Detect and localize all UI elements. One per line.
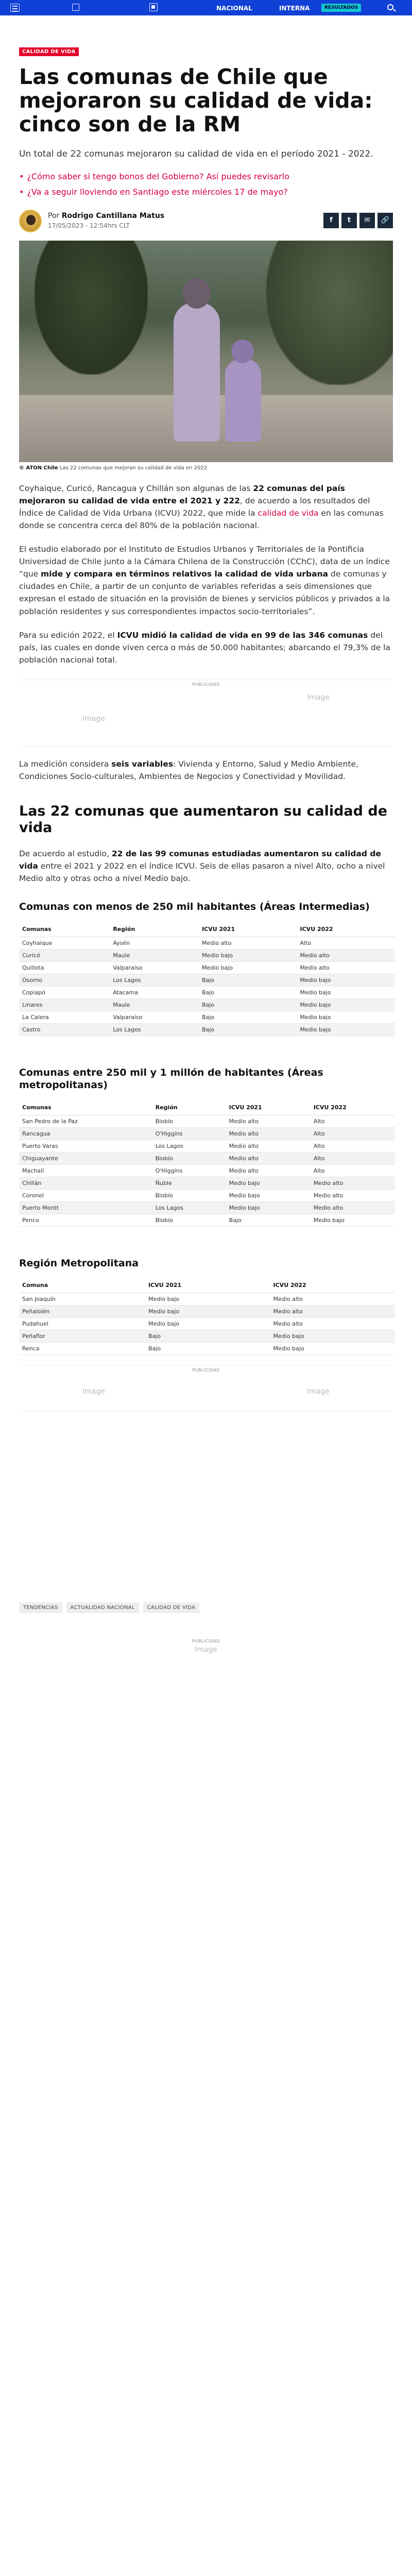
table-cell: Penco bbox=[19, 1214, 152, 1226]
paragraph: Para su edición 2022, el ICVU midió la calidad de vida en 99 de las 346 comunas del país, las cuales en donde viven cerca o más de 50.000 habitantes; abarcando el 79,3% de la población nacional total. bbox=[19, 630, 390, 665]
caption-source: © ATON Chile bbox=[19, 465, 58, 471]
table-cell: Bajo bbox=[199, 974, 297, 987]
table-cell: Medio bajo bbox=[311, 1214, 395, 1226]
comunas-intermedias-table bbox=[19, 922, 395, 1036]
table-row bbox=[19, 1024, 395, 1036]
table-cell: Curicó bbox=[19, 950, 110, 962]
caption-text: Las 22 comunas que mejoran su calidad de vida en 2022 bbox=[59, 465, 208, 471]
table-row bbox=[19, 1127, 395, 1140]
table-header: Región bbox=[110, 922, 199, 937]
table-cell: Medio bajo bbox=[226, 1177, 311, 1189]
article bbox=[19, 45, 393, 1654]
nav-nacional[interactable]: NACIONAL bbox=[216, 5, 252, 12]
table-cell: Medio bajo bbox=[297, 999, 395, 1011]
table-cell: Medio alto bbox=[226, 1127, 311, 1140]
tag-chip[interactable]: CALIDAD DE VIDA bbox=[143, 1602, 199, 1613]
table-cell: Medio bajo bbox=[297, 1011, 395, 1024]
table-cell: Chillán bbox=[19, 1177, 152, 1189]
table-cell: Los Lagos bbox=[110, 974, 199, 987]
ad-image[interactable]: Image bbox=[82, 1387, 105, 1396]
article-photo bbox=[19, 241, 393, 462]
table-cell: Copiapó bbox=[19, 987, 110, 999]
tag-chip[interactable]: TENDENCIAS bbox=[19, 1602, 62, 1613]
table-row bbox=[19, 1293, 395, 1306]
table-cell: Ñuble bbox=[152, 1177, 226, 1189]
table-cell: Biobío bbox=[152, 1152, 226, 1164]
ad-slot bbox=[19, 680, 393, 747]
table-cell: Medio alto bbox=[270, 1318, 395, 1330]
link-share-icon[interactable]: 🔗 bbox=[377, 213, 393, 228]
table-cell: Biobío bbox=[152, 1189, 226, 1201]
table-cell: Medio bajo bbox=[226, 1201, 311, 1214]
region-metropolitana-table bbox=[19, 1278, 395, 1355]
table-header: ICVU 2022 bbox=[270, 1278, 395, 1293]
related-link[interactable]: • ¿Va a seguir lloviendo en Santiago este miércoles 17 de mayo? bbox=[19, 186, 393, 198]
calidad-de-vida-link[interactable]: calidad de vida bbox=[258, 509, 319, 518]
bottom-ad-slot bbox=[19, 1639, 393, 1654]
table-cell: Bajo bbox=[226, 1214, 311, 1226]
table-row bbox=[19, 1140, 395, 1152]
table-row bbox=[19, 937, 395, 950]
table-cell: Maule bbox=[110, 950, 199, 962]
table-row bbox=[19, 1115, 395, 1127]
table-header: ICVU 2021 bbox=[199, 922, 297, 937]
table-cell: Bajo bbox=[199, 1011, 297, 1024]
table-cell: Alto bbox=[297, 937, 395, 950]
article-body bbox=[19, 482, 393, 1654]
table-cell: Medio bajo bbox=[199, 962, 297, 974]
table-cell: Medio bajo bbox=[145, 1306, 270, 1318]
table-cell: Pudahuel bbox=[19, 1318, 145, 1330]
top-navigation-bar bbox=[0, 0, 412, 15]
table-cell: Valparaíso bbox=[110, 1011, 199, 1024]
table-cell: Alto bbox=[311, 1164, 395, 1177]
table-header: Comunas bbox=[19, 922, 110, 937]
table-cell: Coronel bbox=[19, 1189, 152, 1201]
table-header: Región bbox=[152, 1100, 226, 1115]
table-cell: Medio bajo bbox=[297, 987, 395, 999]
table-row bbox=[19, 950, 395, 962]
table-cell: Bajo bbox=[199, 999, 297, 1011]
ad-label: PUBLICIDAD bbox=[192, 1639, 220, 1644]
byline bbox=[19, 209, 393, 236]
table-cell: Atacama bbox=[110, 987, 199, 999]
menu-icon[interactable] bbox=[10, 4, 20, 12]
table-row bbox=[19, 987, 395, 999]
table-cell: Medio bajo bbox=[297, 974, 395, 987]
table-header: ICVU 2021 bbox=[145, 1278, 270, 1293]
table-row bbox=[19, 1214, 395, 1226]
table-cell: Medio bajo bbox=[270, 1330, 395, 1343]
table-cell: San Joaquín bbox=[19, 1293, 145, 1306]
table-cell: Quillota bbox=[19, 962, 110, 974]
table-cell: Alto bbox=[311, 1115, 395, 1127]
table-cell: Medio alto bbox=[226, 1164, 311, 1177]
table-row bbox=[19, 1330, 395, 1343]
table-row bbox=[19, 1201, 395, 1214]
table-cell: Medio bajo bbox=[270, 1343, 395, 1355]
email-share-icon[interactable]: ✉ bbox=[359, 213, 375, 228]
table-cell: O'Higgins bbox=[152, 1164, 226, 1177]
table-cell: Coyhaique bbox=[19, 937, 110, 950]
author-prefix: Por bbox=[48, 212, 60, 221]
table-cell: Valparaíso bbox=[110, 962, 199, 974]
table-header: ICVU 2022 bbox=[297, 922, 395, 937]
table-title: Comunas con menos de 250 mil habitantes (Áreas Intermedias) bbox=[19, 901, 370, 913]
ad-label: PUBLICIDAD bbox=[192, 1368, 220, 1373]
table-cell: Maule bbox=[110, 999, 199, 1011]
facebook-share-icon[interactable]: f bbox=[323, 213, 339, 228]
site-logo-icon[interactable] bbox=[149, 3, 158, 11]
table-cell: Puerto Montt bbox=[19, 1201, 152, 1214]
table-row bbox=[19, 1343, 395, 1355]
table-cell: Bajo bbox=[145, 1343, 270, 1355]
section-heading: Las 22 comunas que aumentaron su calidad de vida bbox=[19, 803, 388, 836]
table-cell: Medio alto bbox=[311, 1201, 395, 1214]
table-cell: Medio bajo bbox=[297, 1024, 395, 1036]
table-cell: Medio alto bbox=[226, 1115, 311, 1127]
table-cell: Renca bbox=[19, 1343, 145, 1355]
author-line bbox=[48, 212, 164, 220]
table-cell: Los Lagos bbox=[152, 1140, 226, 1152]
table-cell: Medio alto bbox=[270, 1306, 395, 1318]
table-cell: San Pedro de la Paz bbox=[19, 1115, 152, 1127]
table-row bbox=[19, 962, 395, 974]
table-cell: Medio alto bbox=[311, 1189, 395, 1201]
table-cell: Osorno bbox=[19, 974, 110, 987]
table-cell: Medio bajo bbox=[199, 950, 297, 962]
table-cell: Medio alto bbox=[226, 1152, 311, 1164]
table-row bbox=[19, 1152, 395, 1164]
paragraph: El estudio elaborado por el Instituto de Estudios Urbanos y Territoriales de la Pontificia Universidad de Chile junto a la Cámara Chilena de la Construcción (CChC), data de un índice “que mide y compara en términos relativos la calidad de vida urbana de comunas y ciudades en Chile, a partir de un conjunto de variables referidas a seis dimensiones que expresan el estado de situación en la provisión de bienes y servicios públicos y privados a la población residentes y sus correspondientes impactos socio-territoriales”. bbox=[19, 545, 390, 616]
ad-image[interactable]: Image bbox=[195, 1646, 217, 1654]
table-cell: Medio bajo bbox=[145, 1318, 270, 1330]
related-links bbox=[19, 171, 393, 198]
related-link[interactable]: • ¿Cómo saber si tengo bonos del Gobierno? Así puedes revisarlo bbox=[19, 171, 393, 183]
twitter-share-icon[interactable]: t bbox=[341, 213, 357, 228]
home-icon[interactable] bbox=[72, 4, 79, 11]
table-cell: Alto bbox=[311, 1140, 395, 1152]
table-title: Región Metropolitana bbox=[19, 1257, 139, 1269]
table-header: Comunas bbox=[19, 1100, 152, 1115]
table-cell: Medio alto bbox=[270, 1293, 395, 1306]
ad-slot bbox=[19, 1365, 393, 1412]
table-cell: Peñaflor bbox=[19, 1330, 145, 1343]
ad-image[interactable]: Image bbox=[307, 693, 330, 702]
table-cell: Bajo bbox=[199, 1024, 297, 1036]
table-cell: Aysén bbox=[110, 937, 199, 950]
table-cell: La Calera bbox=[19, 1011, 110, 1024]
share-buttons bbox=[323, 213, 393, 228]
nav-internacional[interactable]: INTERNA bbox=[279, 5, 310, 12]
table-row bbox=[19, 1318, 395, 1330]
table-row bbox=[19, 1177, 395, 1189]
table-cell: Bajo bbox=[145, 1330, 270, 1343]
search-icon[interactable] bbox=[387, 4, 393, 10]
comunas-metropolitanas-table bbox=[19, 1100, 395, 1227]
article-tags bbox=[19, 1602, 393, 1613]
table-row bbox=[19, 1164, 395, 1177]
table-row bbox=[19, 1306, 395, 1318]
table-cell: Medio alto bbox=[297, 950, 395, 962]
paragraph: De acuerdo al estudio, 22 de las 99 comunas estudiadas aumentaron su calidad de vida entre el 2021 y 2022 en el índice ICVU. Seis de ellas pasaron a nivel Alto, ocho a nivel Medio alto y otras ocho a nivel Medio bajo. bbox=[19, 849, 385, 884]
table-cell: Biobío bbox=[152, 1214, 226, 1226]
table-cell: O'Higgins bbox=[152, 1127, 226, 1140]
table-cell: Machalí bbox=[19, 1164, 152, 1177]
table-row bbox=[19, 1011, 395, 1024]
table-cell: Los Lagos bbox=[110, 1024, 199, 1036]
ad-image[interactable]: Image bbox=[307, 1387, 330, 1396]
table-cell: Chiguayante bbox=[19, 1152, 152, 1164]
table-cell: Medio bajo bbox=[145, 1293, 270, 1306]
table-cell: Medio alto bbox=[226, 1140, 311, 1152]
table-header: Comuna bbox=[19, 1278, 145, 1293]
table-cell: Alto bbox=[311, 1152, 395, 1164]
table-header: ICVU 2021 bbox=[226, 1100, 311, 1115]
table-title: Comunas entre 250 mil y 1 millón de habitantes (Áreas metropolitanas) bbox=[19, 1067, 323, 1091]
table-row bbox=[19, 974, 395, 987]
table-cell: Medio alto bbox=[297, 962, 395, 974]
table-cell: Medio alto bbox=[199, 937, 297, 950]
table-cell: Castro bbox=[19, 1024, 110, 1036]
table-cell: Puerto Varas bbox=[19, 1140, 152, 1152]
table-row bbox=[19, 999, 395, 1011]
table-cell: Biobío bbox=[152, 1115, 226, 1127]
table-cell: Peñalolén bbox=[19, 1306, 145, 1318]
table-row bbox=[19, 1189, 395, 1201]
publish-date: 17/05/2023 - 12:54hrs CLT bbox=[48, 222, 130, 230]
table-cell: Alto bbox=[311, 1127, 395, 1140]
paragraph: Coyhaique, Curicó, Rancagua y Chillán son algunas de las 22 comunas del país mejoraron su calidad de vida entre el 2021 y 222, de acuerdo a los resultados del Índice de Calidad de Vida Urbana (ICVU) 2022, que mide la calidad de vida en las comunas donde se concentra cerca del 80% de la población nacional. bbox=[19, 484, 384, 531]
ad-label: PUBLICIDAD bbox=[192, 682, 220, 687]
author-name[interactable]: Rodrigo Cantillana Matus bbox=[61, 212, 165, 221]
article-title: Las comunas de Chile que mejoraron su calidad de vida: cinco son de la RM bbox=[19, 64, 373, 137]
table-header: ICVU 2022 bbox=[311, 1100, 395, 1115]
table-cell: Linares bbox=[19, 999, 110, 1011]
article-lead: Un total de 22 comunas mejoraron su calidad de vida en el período 2021 - 2022. bbox=[19, 148, 373, 159]
table-cell: Medio alto bbox=[311, 1177, 395, 1189]
paragraph: La medición considera seis variables: Vivienda y Entorno, Salud y Medio Ambiente, Condiciones Socio-culturales, Ambientes de Negocios y Conectividad y Movilidad. bbox=[19, 759, 359, 781]
table-cell: Rancagua bbox=[19, 1127, 152, 1140]
ad-image[interactable]: Image bbox=[82, 714, 105, 723]
author-avatar bbox=[19, 210, 42, 232]
table-cell: Los Lagos bbox=[152, 1201, 226, 1214]
table-cell: Medio bajo bbox=[226, 1189, 311, 1201]
table-cell: Bajo bbox=[199, 987, 297, 999]
tag-chip[interactable]: ACTUALIDAD NACIONAL bbox=[66, 1602, 139, 1613]
results-badge[interactable]: RESULTADOS bbox=[321, 4, 361, 12]
photo-caption bbox=[19, 465, 393, 471]
category-tag[interactable]: CALIDAD DE VIDA bbox=[19, 47, 79, 56]
